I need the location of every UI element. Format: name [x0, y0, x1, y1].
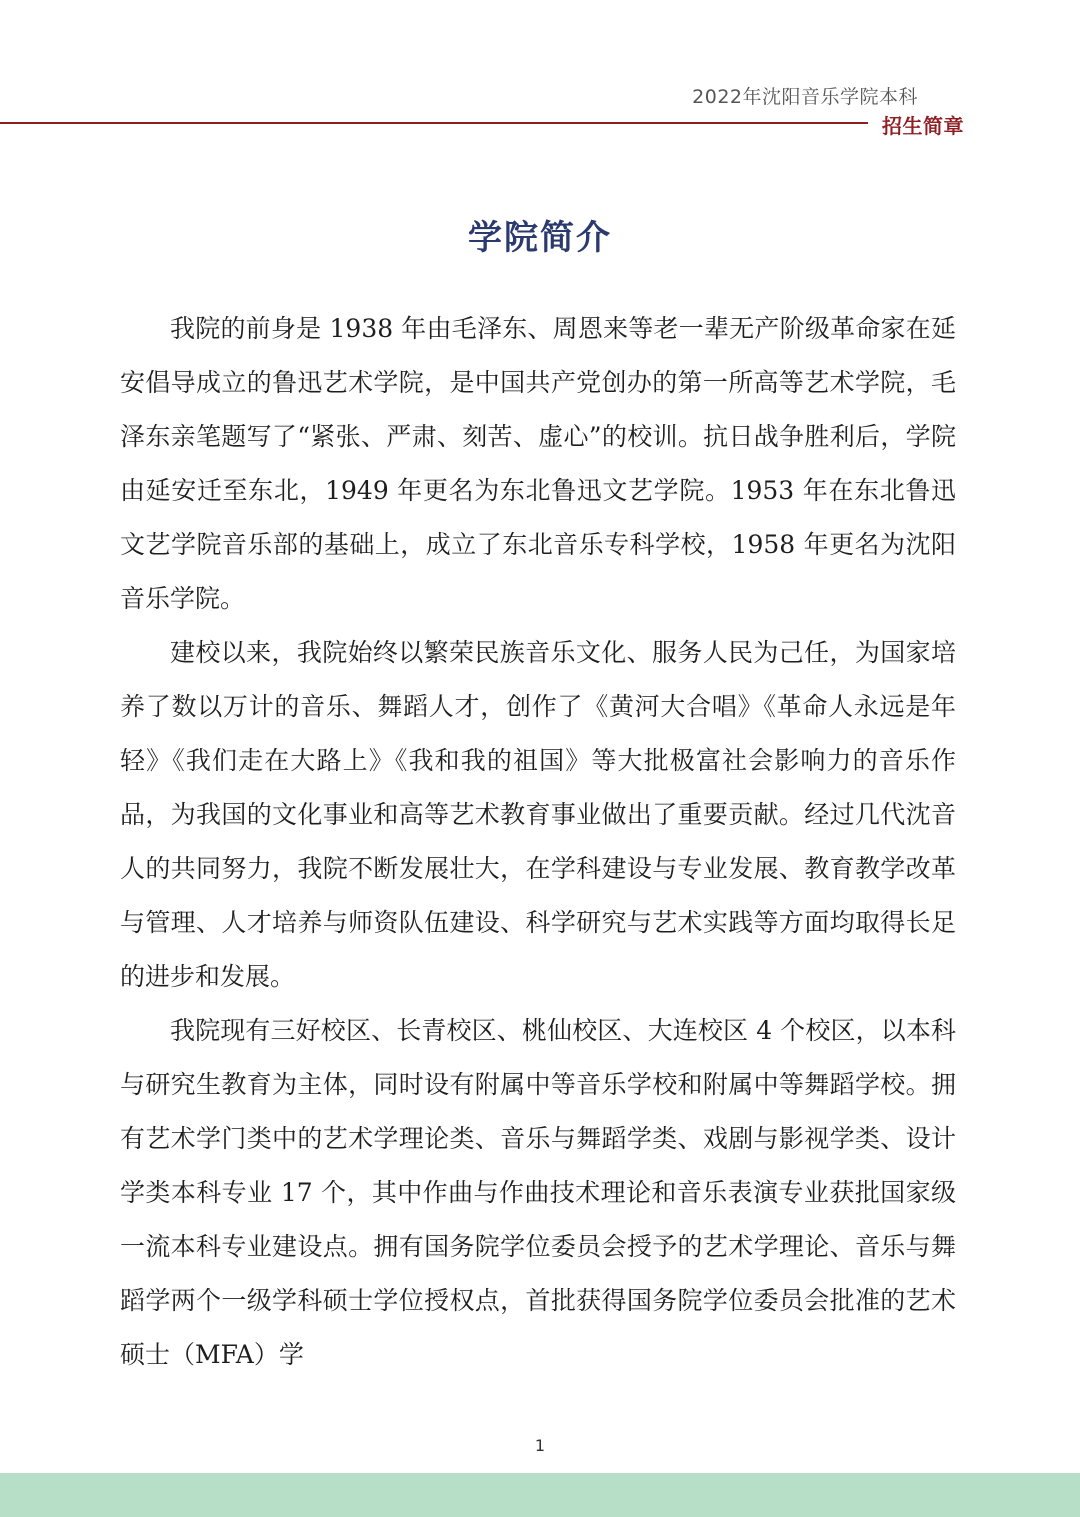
paragraph-history: 我院的前身是 1938 年由毛泽东、周恩来等老一辈无产阶级革命家在延安倡导成立的鲁迅艺术学院，是中国共产党创办的第一所高等艺术学院，毛泽东亲笔题写了“紧张、严肃、刻苦、虚心”的校训。抗日战争胜利后，学院由延安迁至东北，1949 年更名为东北鲁迅文艺学院。1953 年在东北鲁迅文艺学院音乐部的基础上，成立了东北音乐专科学校，1958 年更名为沈阳音乐学院。 [120, 314, 956, 613]
page-number: 1 [534, 1436, 546, 1455]
header-subtitle: 2022年沈阳音乐学院本科 [692, 86, 918, 108]
paragraph-achievements: 建校以来，我院始终以繁荣民族音乐文化、服务人民为己任，为国家培养了数以万计的音乐、舞蹈人才，创作了《黄河大合唱》《革命人永远是年轻》《我们走在大路上》《我和我的祖国》等大批极富社会影响力的音乐作品，为我国的文化事业和高等艺术教育事业做出了重要贡献。经过几代沈音人的共同努力，我院不断发展壮大，在学科建设与专业发展、教育教学改革与管理、人才培养与师资队伍建设、科学研究与艺术实践等方面均取得长足的进步和发展。 [120, 638, 956, 991]
header-title: 招生简章 [882, 114, 964, 138]
footer-band [0, 1473, 1080, 1517]
header-divider [0, 122, 868, 124]
body-text [120, 302, 956, 1382]
page-title: 学院简介 [468, 218, 612, 258]
paragraph-campuses: 我院现有三好校区、长青校区、桃仙校区、大连校区 4 个校区，以本科与研究生教育为主体，同时设有附属中等音乐学校和附属中等舞蹈学校。拥有艺术学门类中的艺术学理论类、音乐与舞蹈学类、戏剧与影视学类、设计学类本科专业 17 个，其中作曲与作曲技术理论和音乐表演专业获批国家级一流本科专业建设点。拥有国务院学位委员会授予的艺术学理论、音乐与舞蹈学两个一级学科硕士学位授权点，首批获得国务院学位委员会批准的艺术硕士（MFA）学 [120, 1016, 956, 1369]
